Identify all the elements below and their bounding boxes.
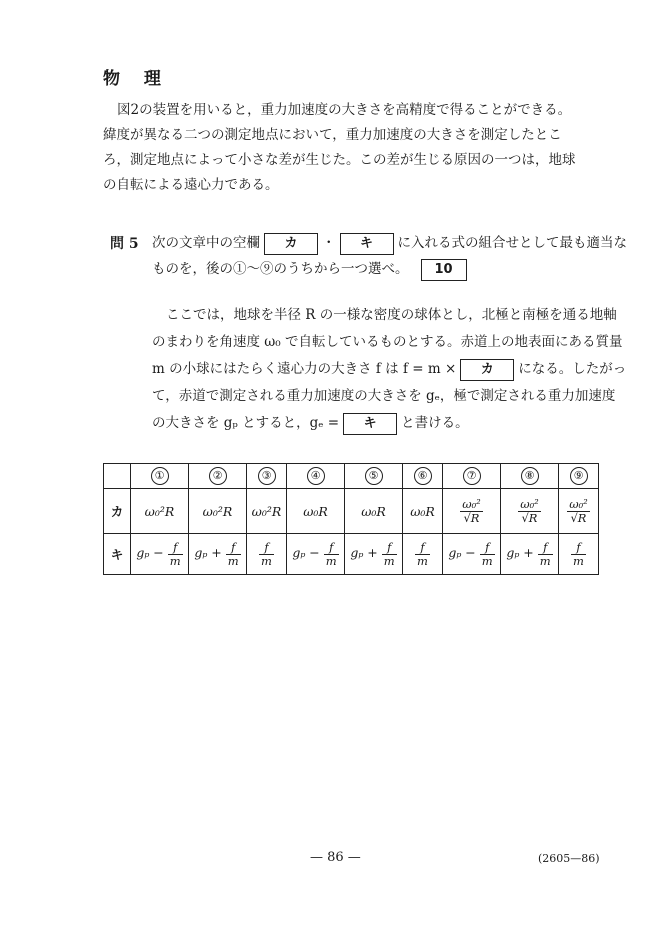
- table-row-ka: [104, 489, 599, 534]
- body-line-3: [152, 357, 627, 382]
- question-label: 問 5: [110, 236, 139, 252]
- choice-number: ④: [307, 467, 325, 485]
- ki-fraction: $\frac{f}{m}$: [573, 540, 584, 568]
- body-line-3-b: になる。したがっ: [518, 361, 627, 377]
- choice-number: ⑨: [570, 467, 588, 485]
- choice-number: ⑥: [414, 467, 432, 485]
- choices-table: [103, 463, 599, 575]
- ki-prefix: gₚ −: [136, 545, 164, 561]
- body-line-5: [152, 411, 612, 436]
- choice-number: ③: [258, 467, 276, 485]
- inline-blank-ka: カ: [460, 359, 514, 381]
- ka-fraction: $\frac{\text{ω₀²}}{√R}$: [520, 497, 539, 525]
- choice-number: ①: [151, 467, 169, 485]
- ki-prefix: gₚ −: [448, 545, 476, 561]
- body-line-1: ここでは，地球を半径 R の一様な密度の球体とし，北極と南極を通る地軸: [166, 307, 617, 323]
- table-header-row: [104, 464, 599, 489]
- ki-fraction: $\frac{f}{m}$: [261, 540, 272, 568]
- ki-fraction: $\frac{f}{m}$: [539, 540, 551, 568]
- body-line-4: て，赤道で測定される重力加速度の大きさを gₑ，極で測定される重力加速度: [152, 388, 616, 404]
- ki-prefix: gₚ +: [194, 545, 222, 561]
- choice-number: ⑧: [521, 467, 539, 485]
- body-line-3-a: m の小球にはたらく遠心力の大きさ f は f = m ×: [152, 361, 457, 377]
- subject-heading: 物 理: [103, 69, 170, 89]
- blank-ki-box: キ: [340, 233, 394, 255]
- question-line-1: [152, 231, 627, 255]
- ki-fraction: $\frac{f}{m}$: [227, 540, 239, 568]
- page-number: — 86 —: [310, 850, 361, 865]
- choice-number: ⑤: [365, 467, 383, 485]
- ka-cell: ω₀²R: [131, 489, 189, 534]
- row-header-ki: キ: [104, 534, 131, 575]
- choice-number: ②: [209, 467, 227, 485]
- ka-cell: ω₀R: [287, 489, 345, 534]
- ki-fraction: $\frac{f}{m}$: [383, 540, 395, 568]
- corner-cell: [104, 464, 131, 489]
- ki-prefix: gₚ −: [292, 545, 320, 561]
- row-header-ka: カ: [104, 489, 131, 534]
- answer-number-box: 10: [421, 259, 467, 281]
- ki-prefix: gₚ +: [506, 545, 534, 561]
- ka-fraction: $\frac{\text{ω₀²}}{√R}$: [462, 497, 481, 525]
- ka-cell: ω₀²R: [247, 489, 287, 534]
- body-line-5-b: と書ける。: [401, 415, 469, 431]
- ki-fraction: $\frac{f}{m}$: [417, 540, 428, 568]
- exam-code: (2605—86): [538, 852, 600, 865]
- body-line-2: のまわりを角速度 ω₀ で自転しているものとする。赤道上の地表面にある質量: [152, 334, 623, 350]
- ka-cell: ω₀R: [345, 489, 403, 534]
- ki-prefix: gₚ +: [350, 545, 378, 561]
- question-text-b: に入れる式の組合せとして最も適当な: [397, 235, 627, 251]
- question-line-2: [152, 257, 471, 281]
- ka-fraction: $\frac{\text{ω₀²}}{√R}$: [569, 497, 588, 525]
- intro-paragraph: 図2の装置を用いると，重力加速度の大きさを高精度で得ることができる。緯度が異なる二つの測定地点において，重力加速度の大きさを測定したところ，測定地点によって小さな差が生じた。この差が生じる原因の一つは，地球の自転による遠心力である。: [103, 102, 576, 193]
- blank-separator: ・: [322, 235, 336, 251]
- blank-ka-box: カ: [264, 233, 318, 255]
- question-text-a: 次の文章中の空欄: [152, 235, 260, 251]
- ki-fraction: $\frac{f}{m}$: [481, 540, 493, 568]
- ki-fraction: $\frac{f}{m}$: [169, 540, 181, 568]
- choice-number: ⑦: [463, 467, 481, 485]
- body-line-5-a: の大きさを gₚ とすると，gₑ =: [152, 415, 340, 431]
- inline-blank-ki: キ: [343, 413, 397, 435]
- ka-cell: ω₀²R: [189, 489, 247, 534]
- table-row-ki: [104, 534, 599, 575]
- ka-cell: ω₀R: [403, 489, 443, 534]
- question-text-c: ものを，後の①～⑨のうちから一つ選べ。: [152, 261, 409, 277]
- ki-fraction: $\frac{f}{m}$: [325, 540, 337, 568]
